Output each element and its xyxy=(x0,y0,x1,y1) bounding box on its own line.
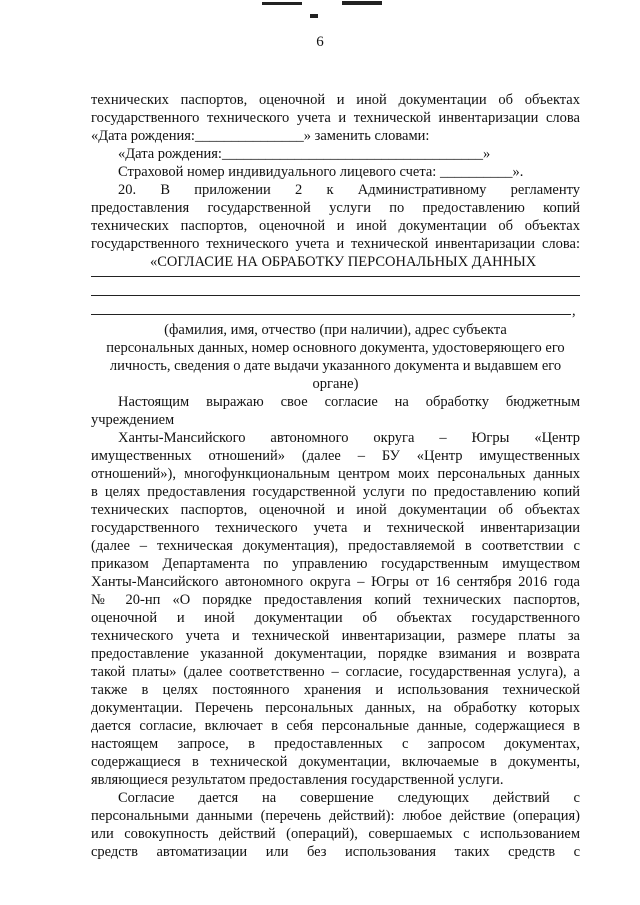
text-line: предоставление указанной документации, порядке взимания и возврата xyxy=(91,646,580,662)
text-line: такой платы» (далее соответственно – согласие, государственная услуга), а xyxy=(91,664,580,680)
text-line: имущественных отношений» (далее – БУ «Центр имущественных xyxy=(91,448,580,464)
blank-line xyxy=(91,276,580,277)
text-line: приказом Департамента по управлению государственным имуществом xyxy=(91,556,580,572)
caption-line: органе) xyxy=(312,376,359,392)
text-line: «Дата рождения:_______________» заменить словами: xyxy=(91,128,430,144)
scan-artifact xyxy=(310,14,318,18)
text-line: средств автоматизации или без использования таких средств с xyxy=(91,844,580,860)
blank-line xyxy=(91,314,571,315)
text-line: Страховой номер индивидуального лицевого счета: __________». xyxy=(118,164,524,180)
text-line: государственного технического учета и технической инвентаризации слова: xyxy=(91,236,580,252)
caption-line: (фамилия, имя, отчество (при наличии), адрес субъекта xyxy=(164,322,507,338)
caption-line: личность, сведения о дате выдачи указанного документа и выдавшем его xyxy=(109,358,562,374)
text-line: дается согласие, включает в себя персональные данные, содержащиеся в xyxy=(91,718,580,734)
scan-artifact xyxy=(342,1,382,5)
text-line: 20. В приложении 2 к Административному регламенту xyxy=(118,182,580,198)
text-line: технических паспортов, оценочной и иной документации об объектах xyxy=(91,502,580,518)
text-line: Ханты-Мансийского автономного округа – Югры «Центр xyxy=(118,430,580,446)
scan-artifact xyxy=(262,2,302,5)
text-line: государственного технического учета и технической инвентаризации xyxy=(91,520,580,536)
text-line: или совокупность действий (операций), совершаемых с использованием xyxy=(91,826,580,842)
text-line: технических паспортов, оценочной и иной документации об объектах xyxy=(91,218,580,234)
text-line: Настоящим выражаю свое согласие на обработку бюджетным xyxy=(118,394,580,410)
text-line: персональными данными (перечень действий): любое действие (операция) xyxy=(91,808,580,824)
text-line: № 20-нп «О порядке предоставления копий технических паспортов, xyxy=(91,592,580,608)
text-line: отношений»), многофункциональным центром моих персональных данных xyxy=(91,466,580,482)
text-line: Ханты-Мансийского автономного округа – Югры от 16 сентября 2016 года xyxy=(91,574,580,590)
page-number: 6 xyxy=(316,34,324,50)
text-line: технических паспортов, оценочной и иной документации об объектах xyxy=(91,92,580,108)
text-line: технического учета и технической инвентаризации, размере платы за xyxy=(91,628,580,644)
blank-line xyxy=(91,295,580,296)
text-line: (далее – техническая документация), предоставляемой в соответствии с xyxy=(91,538,580,554)
text-line: также в целях постоянного хранения и использования технической xyxy=(91,682,580,698)
text-line: «Дата рождения:____________________________________» xyxy=(118,146,491,162)
text-line: документации. Перечень персональных данных, на обработку которых xyxy=(91,700,580,716)
text-line: в целях предоставления государственной услуги по предоставлению копий xyxy=(91,484,580,500)
text-line: учреждением xyxy=(91,412,175,428)
text-line: , xyxy=(572,303,576,319)
text-line: государственного технического учета и технической инвентаризации слова xyxy=(91,110,580,126)
text-line: Согласие дается на совершение следующих действий с xyxy=(118,790,580,806)
text-line: настоящем запросе, в предоставленных с запросом документах, xyxy=(91,736,580,752)
text-line: оценочной и иной документации об объектах государственного xyxy=(91,610,580,626)
caption-line: персональных данных, номер основного документа, удостоверяющего его xyxy=(106,340,565,356)
text-line: содержащиеся в технической документации, включаемые в документы, xyxy=(91,754,580,770)
text-line: являющиеся результатом предоставления государственной услуги. xyxy=(91,772,504,788)
consent-heading: «СОГЛАСИЕ НА ОБРАБОТКУ ПЕРСОНАЛЬНЫХ ДАННЫХ xyxy=(150,254,537,270)
text-line: предоставления государственной услуги по предоставлению копий xyxy=(91,200,580,216)
